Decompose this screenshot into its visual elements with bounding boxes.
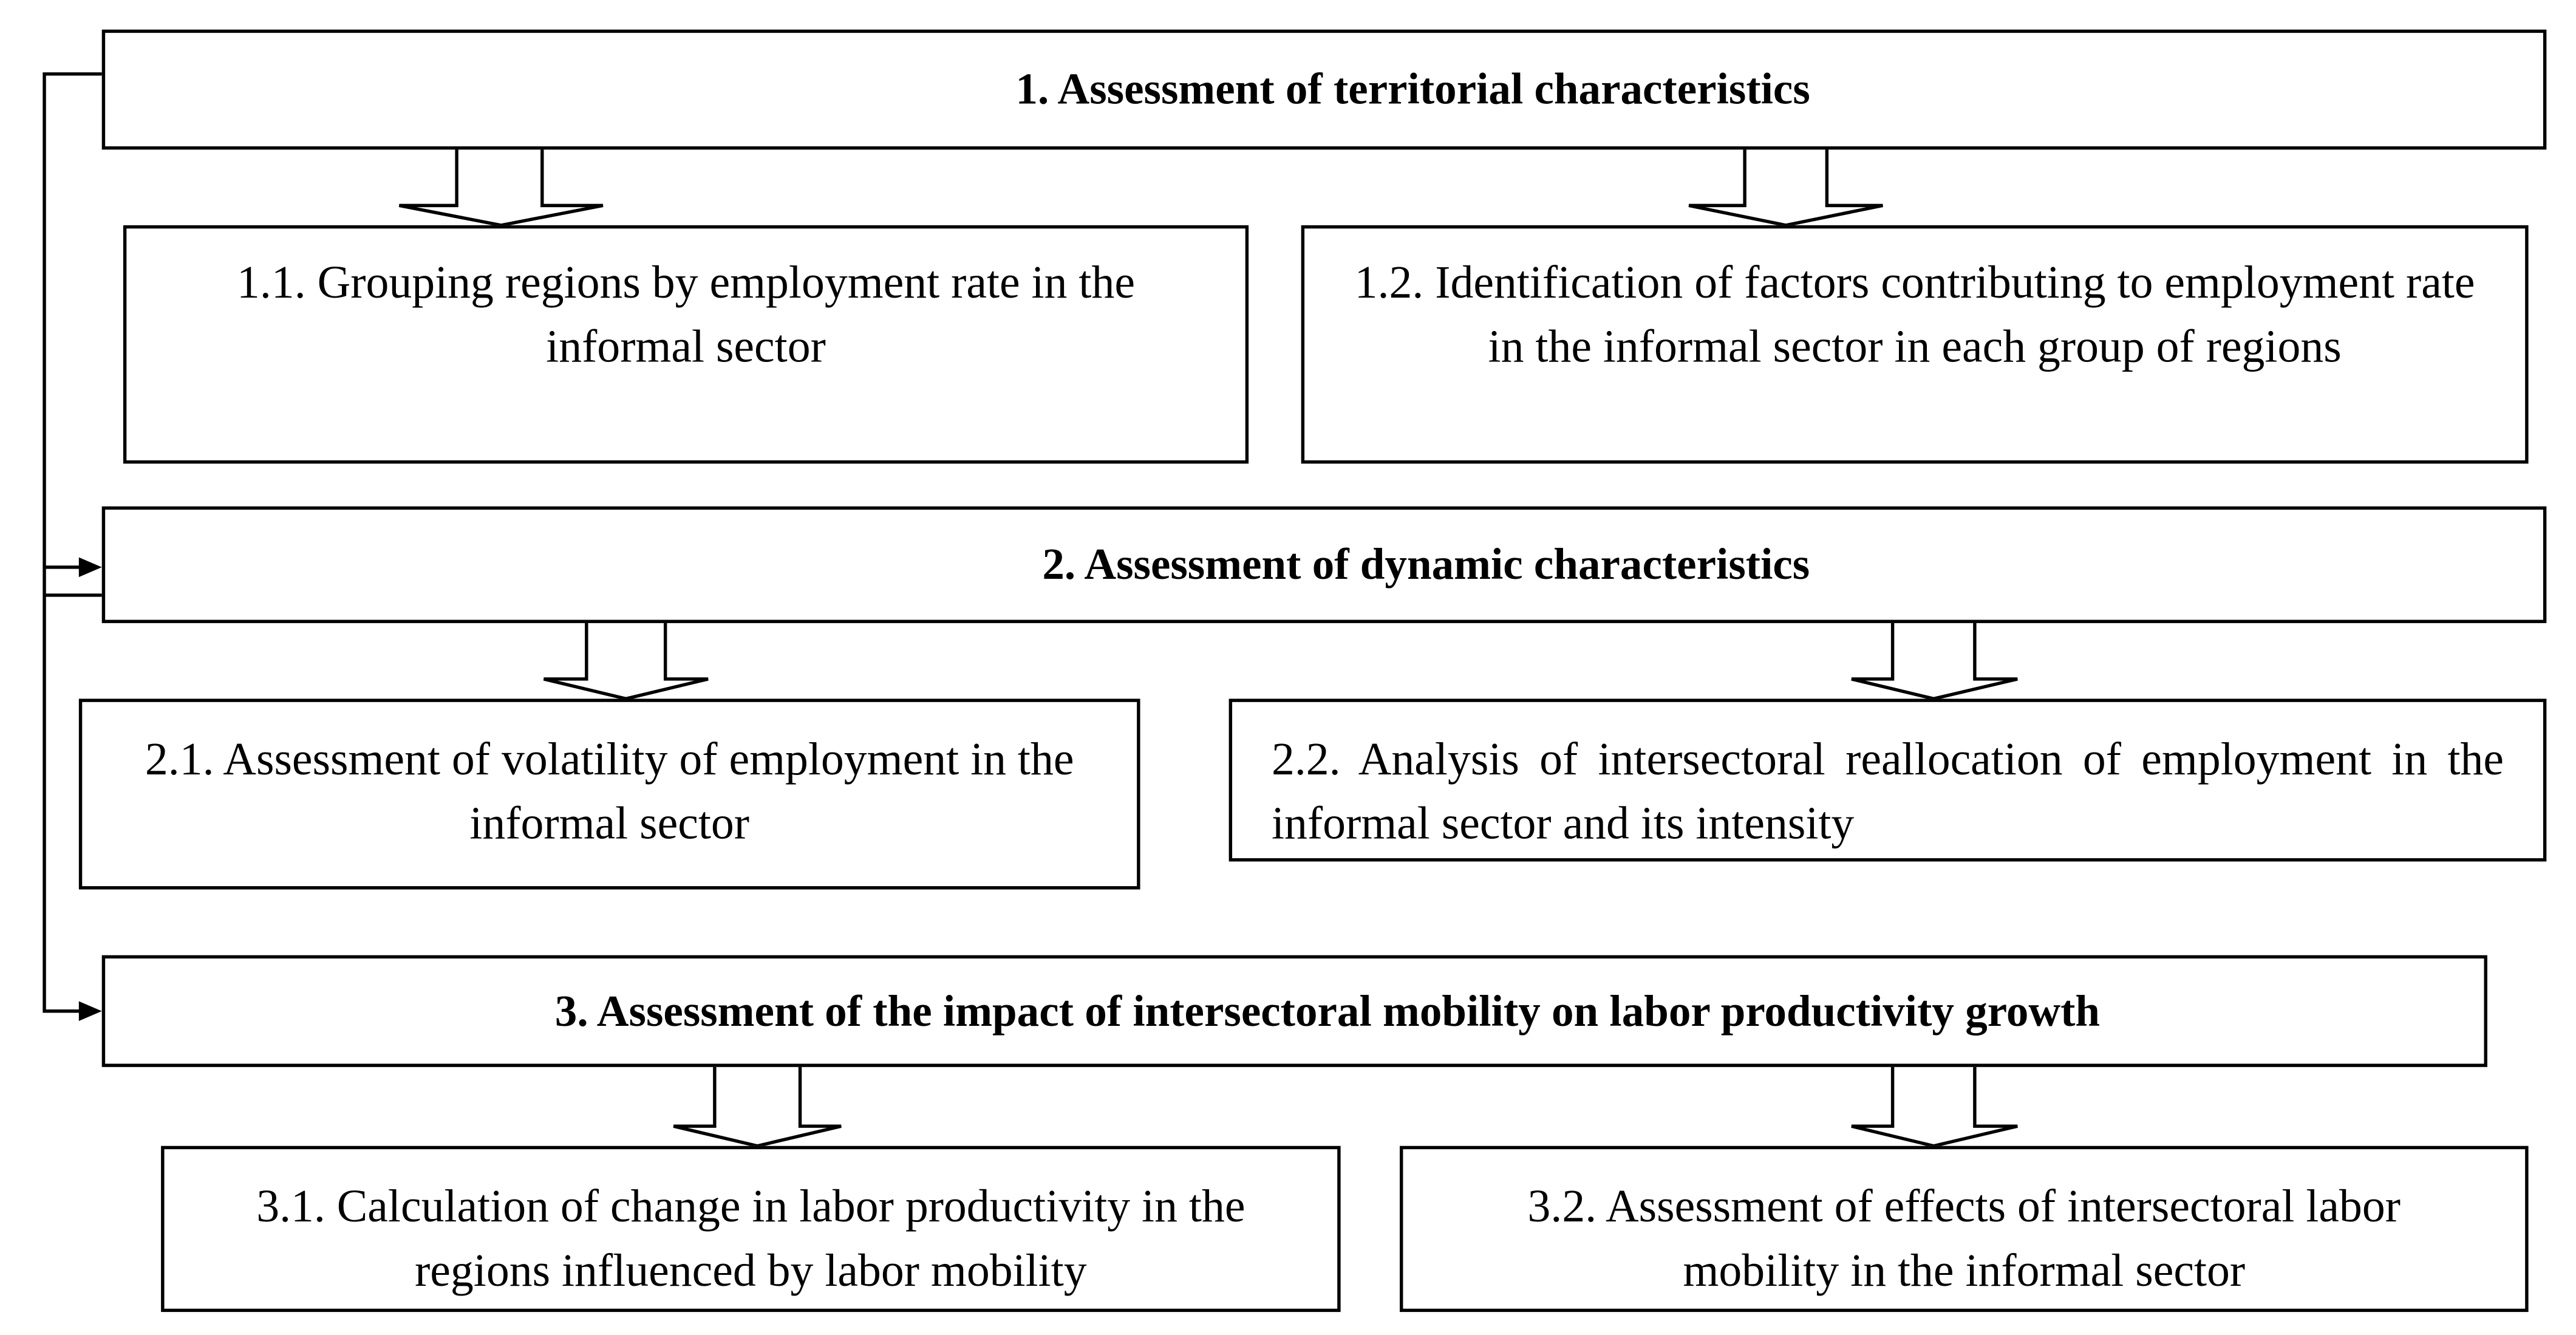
- step-2-box: [102, 507, 2547, 623]
- down-arrow-1-2: [1689, 148, 1883, 225]
- step-3-1-text: 3.1. Calculation of change in labor productivity in the regions influenced by labor mobility: [256, 1182, 1245, 1297]
- down-arrow-3-2: [1852, 1065, 2017, 1146]
- step-1-box: [102, 30, 2547, 150]
- step-3-2-box: [1400, 1146, 2529, 1312]
- step-2-title: 2. Assessment of dynamic characteristics: [1042, 539, 1810, 589]
- step-3-1-box: [161, 1146, 1340, 1312]
- step-1-1-text: 1.1. Grouping regions by employment rate in the informal sector: [237, 258, 1135, 374]
- step-1-1-box: [123, 225, 1249, 464]
- step-1-2-box: [1301, 225, 2529, 464]
- step-1-title: 1. Assessment of territorial characteristics: [1015, 64, 1810, 114]
- arrow-head-to-step-3: [79, 1002, 102, 1021]
- arrow-head-to-step-2: [79, 558, 102, 577]
- step-2-1-box: [79, 698, 1140, 889]
- down-arrow-2-2: [1852, 621, 2017, 698]
- step-3-2-text: 3.2. Assessment of effects of intersectoral labor mobility in the informal sector: [1527, 1182, 2401, 1297]
- down-arrow-3-1: [673, 1065, 841, 1146]
- down-arrow-2-1: [543, 621, 708, 698]
- step-3-title: 3. Assessment of the impact of intersectoral mobility on labor productivity growth: [554, 985, 2101, 1035]
- step-2-1-text: 2.1. Assessment of volatility of employment in the informal sector: [145, 734, 1074, 850]
- step-2-2-text: 2.2. Analysis of intersectoral reallocation of employment in the informal sector and its intensity: [1271, 734, 2504, 850]
- step-1-2-text: 1.2. Identification of factors contributing to employment rate in the informal sector in each group of regions: [1354, 258, 2475, 374]
- step-3-box: [102, 955, 2487, 1067]
- down-arrow-1-1: [399, 148, 602, 225]
- step-2-2-box: [1229, 698, 2547, 861]
